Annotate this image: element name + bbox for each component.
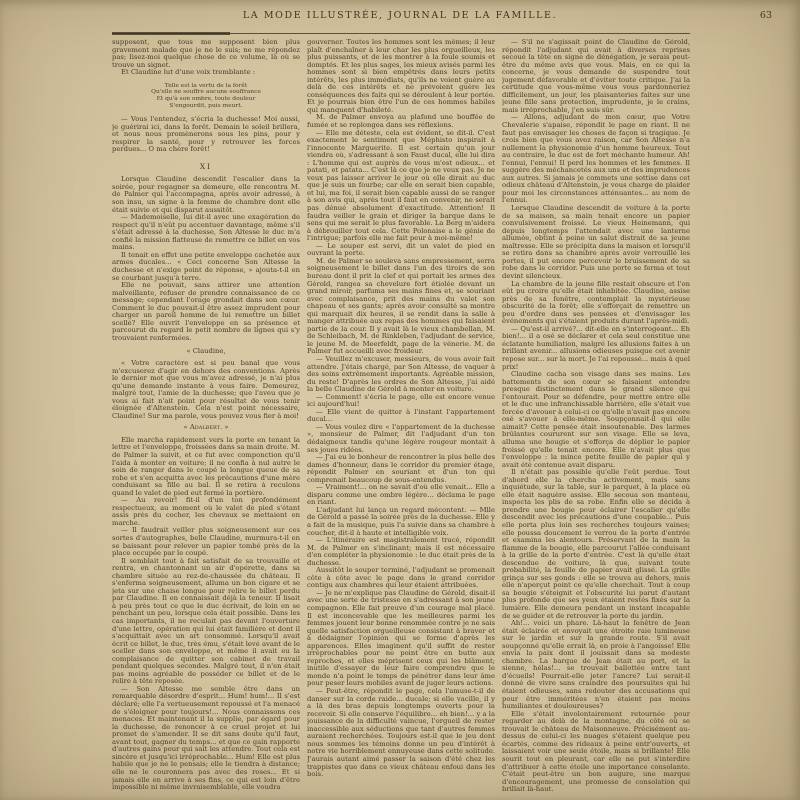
paragraph: Aussitôt le souper terminé, l'adjudant se promenait côte à côte avec le page dans le grand corridor contigu aux chambres qui leur étaient attribuées.: [307, 566, 495, 590]
text-column-1: [112, 39, 300, 793]
page-number: 63: [759, 10, 772, 21]
paragraph: — L'itinéraire est magistralement tracé, répondit M. de Palmer en s'inclinant; mais il est nécessaire d'en compléter la physionomie : le duc était près de la duchesse.: [307, 536, 495, 567]
paragraph: Ah!... voici un phare. Là-haut la fenêtre de Jean était éclairée et envoyait une étroite raie lumineuse sur le jardin et sur la grande route. S'il avait soupçonné qu'elle errait là, en proie à l'angoisse! Elle envia la paix dont il jouissait dans sa modeste chambre. La barque de Jean était au port, et la sienne, hélas!... se trouvait ballottée entre tant d'écueils! Pourrait-elle jeter l'ancre? Lui serait-il donné de vivre sans craindre des poursuites qui lui étaient odieuses, sans redouter des accusations qui pour être imméritées n'en étaient pas moins humiliantes et douloureuses?: [502, 619, 690, 711]
paragraph: Elle ne pouvait, sans attirer une attention malveillante, refuser de prendre connaissance de ce message; cependant l'orage grondait dans son cœur. Comment le duc pouvait-il être assez imprudent pour charger un pareil homme de lui remettre un billet scellé? Elle ouvrit l'enveloppe en sa présence et parcourut du regard le petit nombre de lignes qui s'y trouvaient renfermées.: [112, 281, 300, 342]
paragraph: Lorsque Claudine descendit de voiture à la porte de sa maison, sa main tenait encore un papier convulsivement froissé. Le vieux Heinemann, qui depuis longtemps l'attendait avec une lanterne allumée, obtint à peine un salut distrait de sa jeune maîtresse. Elle se précipita dans la maison et lorsqu'il se retira dans sa chambre après avoir verrouillé les portes, il put encore percevoir le bruissement de sa robe dans le corridor. Puis une porte se ferma et tout devint silencieux.: [502, 204, 690, 280]
paragraph: — Elle me déteste, cela est évident, se dit-il. C'est exactement le sentiment que Méphisto inspirait à l'innocente Marguerite. Il est certain qu'un jour viendra où, s'adressant à son Faust ducal, elle lui dira : L'homme qui est auprès de vous m'est odieux... et patati, et patata... C'est là ce que je ne veux pas. Je ne veux pas laisser arriver le jour où elle dirait au duc que je suis un fourbe; car elle en serait bien capable, et lui, ma foi, il serait bien capable aussi de se ranger à son avis qui, après tout il faut en convenir, ne serait pas dénué absolument d'exactitude. Attention! Il faudra veiller le grain et diriger la barque dans le sens qui me serait le plus favorable. La Berg m'aidera à débrouiller tout cela. Cette Polonaise a le génie de l'intrigue; parfois elle me fait peur à moi-même!: [307, 128, 495, 243]
paragraph: Claudine cacha son visage dans ses mains. Les battements de son cœur se faisaient entendre presque distinctement dans le grand silence qui l'entourait. Pour se défendre, pour mettre entre elle et le duc une infranchissable barrière, elle s'était vue forcée d'avouer à celui-ci ce qu'elle n'avait pas encore osé s'avouer à elle-même. Soupçonnait-il qui elle aimait? Cette pensée était insoutenable. Des larmes brûlantes coururent sur son visage. Elle se leva, alluma une bougie et s'efforça de déplier le papier froissé qu'elle tenait encore. Elle n'avait plus que l'enveloppe : la mince petite feuille de papier qui y avait été contenue avait disparu.: [502, 370, 690, 469]
paragraph: Il semblait tout à fait satisfait de sa trouvaille et rentra, en chantonnant un air d'opérette, dans sa chambre située au rez-de-chaussée du château. Il s'enferma soigneusement, alluma un bon cigare et se jeta sur une chaise longue pour relire le billet perdu par Claudine. Il en connaissait déjà la teneur. Il lisait à peu près tout ce que le duc écrivait, de loin en se penchant un peu, lorsque cela était possible. Dans les cas importants, il ne reculait pas devant l'ouverture d'une lettre, opération qui lui était familière et dont il s'acquittait avec un art consommé. Lorsqu'il avait écrit ce billet, le duc, très ému, s'était levé avant de le sceller dans son enveloppe, et même il avait eu la complaisance de quitter son cabinet de travail pendant quelques secondes. Malgré tout, il n'en était pas moins agréable de posséder ce billet et de le relire à tête reposée.: [112, 556, 300, 686]
letter-signature: « Adalbert. »: [183, 423, 229, 432]
paragraph: — Mademoiselle, lui dit-il avec une exagération de respect qu'il n'eût pu accentuer davantage, même s'il s'était adressé à la duchesse, Son Altesse le duc m'a confié la mission flatteuse de remettre ce billet en vos mains.: [112, 213, 300, 252]
paragraph: Lorsque Claudine descendit l'escalier dans la soirée, pour regagner sa demeure, elle rencontra M. de Palmer qui l'accompagna, après avoir adressé, à son insu, un signe à la femme de chambre dont elle était suivie et qui disparut aussitôt.: [112, 175, 300, 214]
paragraph: La chambre de la jeune fille restait obscure et l'on eût pu croire qu'elle était inhabitée. Claudine, assise près de sa fenêtre, contemplait la mystérieuse obscurité de la forêt; elle s'efforçait de remettre un peu d'ordre dans ses pensées et d'envisager les événements qui s'étaient produits durant l'après-midi.: [502, 279, 690, 326]
paragraph: — Allons, adjudant de mon cœur, que Votre Chevalerie s'apaise, répondit le page en riant. Il ne faut pas envisager les choses de façon si tragique. Je crois bien que vous avez raison, car Son Altesse n'a nullement la physionomie d'un homme heureux. Tout au contraire, le duc est de fort méchante humeur. Ah! l'ennui, l'ennui! Il perd les hommes et les femmes. Il suggère des méchancetés aux uns et des imprudences aux autres. Si jamais je commets une sottise dans cet odieux château d'Altenstein, je vous charge de plaider pour moi les circonstances atténuantes... au nom de l'ennui.: [502, 113, 690, 205]
letter-salutation: « Claudine,: [186, 347, 226, 356]
paragraph: L'adjudant lui lança un regard mécontent. — Mlle de Gérold a passé la soirée près de la duchesse. Elle y a fait de la musique, puis l'a suivie dans sa chambre à coucher, dit-il à haute et intelligible voix.: [307, 505, 495, 537]
paragraph: Il n'était pas possible qu'elle l'eût perdue. Tout d'abord elle la chercha activement, mais sans inquiétude, sur la table, sur le parquet, à la place où elle était naguère assise. Elle secoua son manteau, inspecta les plis de sa robe. Enfin elle se décida à prendre une bougie pour éclairer l'escalier qu'elle descendit avec les précautions d'une coupable... Puis elle porta plus loin ses recherches toujours vaines; elle poussa doucement le verrou de la porte d'entrée et examina les alentours. Préservant de la main la flamme de la bougie, elle parcourut l'allée conduisant à la grille de la porte d'entrée. C'est là qu'elle était descendue de voiture, là que, suivant toute probabilité, la feuille de papier avait glissé. La grille grinça sur ses gonds : elle se trouva au dehors, mais elle n'aperçut point ce qu'elle cherchait. Tout à coup sa bougie s'éteignit et l'obscurité lui parut d'autant plus profonde que ses yeux étaient restés fixés sur la lumière. Elle demeura pendant un instant incapable de se guider et de retrouver la porte du jardin.: [502, 468, 690, 620]
chapter-heading: XI: [199, 161, 213, 171]
paragraph: supposent, que tous me supposent bien plus gravement malade que je ne le suis; ne me répondez pas; lisez-moi quelque chose de ce volume, là où se trouve un signet.: [112, 39, 300, 69]
journal-title: LA MODE ILLUSTRÉE, JOURNAL DE LA FAMILLE.: [242, 10, 558, 21]
text-columns: [112, 39, 690, 793]
paragraph: M. de Palmer envoya au plafond une bouffée de fumée et se replongea dans ses réflexions.: [307, 113, 495, 130]
paragraph: — Comment! s'écria le page, elle est encore venue ici aujourd'hui!: [307, 392, 495, 409]
paragraph: — Vous voulez dire « l'appartement de la duchesse », monsieur de Palmer, dit l'adjudant d'un ton dédaigneux tandis qu'une légère rougeur montait à ses joues ridées.: [307, 422, 495, 454]
paragraph: — Elle vient de quitter à l'instant l'appartement ducal...: [307, 407, 495, 424]
paragraph: — Vous l'entendez, s'écria la duchesse! Moi aussi, je guérirai ici, dans la forêt. Demain le soleil brillera, et nous nous promènerons sous les pins, pour y respirer la santé, pour y retrouver les forces perdues... O ma chère forêt!: [112, 115, 300, 154]
paragraph: « Votre caractère est si peu banal que vous m'excuserez d'agir en dehors des conventions. Après le dernier mot que vous m'avez adressé, je n'ai plus qu'une demande instante à vous faire. Demeurez, malgré tout, l'amie de la duchesse; que l'aveu que je vous ai fait n'ait point pour résultat de vous tenir éloignée d'Altenstein. Cela n'est point nécessaire, Claudine! Sur ma parole, vous pouvez vous fier à moi!: [112, 358, 300, 420]
paragraph: — Peut-être, répondit le page, cela l'amuse-t-il de danser sur la corde raide... ducale; si elle vacille, il y a là des bras depuis longtemps ouverts pour la recevoir. Si elle conserve l'équilibre... eh bien!... y a la jouissance de la difficulté vaincue, l'orgueil de rester inaccessible aux séductions que tant d'autres femmes auraient recherchées. Toujours est-il que le jeu dont nous sommes les témoins donne un peu d'intérêt à notre vie horriblement ennuyeuse dans cette solitude. J'aurais autant aimé passer la saison d'été chez les trappistes que dans ce vieux château enfoui dans les bois.: [307, 687, 495, 779]
paragraph: — J'ai eu le bonheur de rencontrer la plus belle des dames d'honneur, dans le corridor du premier étage, répondit Palmer en souriant et d'un ton qui comprenait beaucoup de sous-entendus.: [307, 453, 495, 484]
paragraph: — S'il ne s'agissait point de Claudine de Gérold, répondit l'adjudant qui avait à diverses reprises secoué la tête en signe de dénégation, je serais peut-être du même avis que vous. Mais, en ce qui la concerne, je vous demande de suspendre tout jugement défavorable et d'éviter toute critique. J'ai la certitude que vous-même vous vous pardonneriez difficilement, un jour, les plaisanteries faites sur une jeune fille sans protection, imprudente, je le crains, mais irréprochable, j'en suis sûr.: [502, 39, 690, 114]
paragraph: Il tenait en effet une petite enveloppe cachetée aux armes ducales... « Ceci concerne Son Altesse la duchesse et n'exige point de réponse, » ajouta-t-il en se courbant jusqu'à terre.: [112, 250, 300, 282]
paragraph: Et Claudine lut d'une voix tremblante :: [121, 68, 256, 77]
paragraph: — Son Altesse me semble être dans un remarquable désordre d'esprit... Hum! hum!... Il s'est déclaré; elle l'a vertueusement repoussé et l'a menacé de s'éloigner pour toujours!... Nous connaissons ces menaces. Et maintenant il la supplie, par égard pour la duchesse, de renoncer à ce cruel projet et lui promet de s'amender. Il se dit sans doute qu'il faut, avant tout, gagner du temps... et que ce gain rapporte d'autres gains pour qui sait les attendre. Tout cela est sincère et jusqu'ici irréprochable... Hum! Elle est plus habile que je ne le pensais; elle le tiendra à distance; elle ne le couronnera pas avec des roses... Et si jamais elle en arrive à ses fins, ce qui est loin d'être impossible ni même invraisemblable, elle voudra: [112, 684, 300, 792]
paragraph: — Veuillez m'excuser, messieurs, de vous avoir fait attendre. J'étais chargé, par Son Altesse, de vaquer à des soins extrêmement importants. Agréable mission, du reste! D'après les ordres de Son Altesse, j'ai aidé la belle Claudine de Gérold à monter en voiture.: [307, 354, 495, 394]
paragraph: — Le souper est servi, dit un valet de pied en ouvrant la porte.: [307, 241, 495, 258]
verse-quote: Telle est la vertu de la forêt Qu'elle ne souffre aucune souffrance Et qu'à son ombre, toute douleur S'engourdit, puis meurt.: [151, 82, 261, 109]
paragraph: M. de Palmer se souleva sans empressement, serra soigneusement le billet dans l'un des tiroirs de son bureau dont il prit la clef et qui portait les armes des Gérold, rangea sa chevelure fort étiolée devant un grand miroir, parfuma ses mains fines et, se souriant avec complaisance, prit des mains du valet son chapeau et ses gants; après avoir consulté sa montre qui marquait dix heures, il se rendit dans la salle à manger attribuée aux repas des hommes qui faisaient partie de la cour. Il y avait là le vieux chambellan, M. de Schleibach, M. de Rinkleben, l'adjudant de service, le jeune M. de Meerfeldt, page de la vénerie. M. de Palmer fut accueilli avec froideur.: [307, 256, 495, 356]
paragraph: — Je ne m'explique pas Claudine de Gérold, disait-il avec une sorte de tristesse en s'adressant à son jeune compagnon. Elle fait preuve d'un courage mal placé. Il est inconcevable que les meilleures parmi les femmes jouent leur bonne renommée contre je ne sais quelle satisfaction orgueilleuse consistant à braver et à dédaigner l'opinion qui se forme d'après les apparences. Elles imaginent qu'il suffit de rester irréprochables pour ne point être en butte aux reproches, et elles méprisent ceux qui les blâment; inutile d'essayer de leur faire comprendre que le monde n'a point le temps de pénétrer dans leur âme pour peser leurs mobiles avant de juger leurs actions.: [307, 588, 495, 688]
paragraph: Elle s'était involontairement retournée pour regarder au delà de la montagne, du côté où se trouvait le château de Maisonneuve. Précisément au-dessus de celui-ci les nuages s'étaient quelque peu écartés, comme des rideaux à peine entr'ouverts, et laissaient voir une seule étoile, mais si brillante! Elle sourit tout en pleurant, car elle ne put s'interdire d'attribuer à cette étoile une importance consolante. C'était peut-être un bon augure, une marque d'encouragement, une promesse de consolation qui brillait là-haut.: [502, 709, 690, 793]
paragraph: — Il faudrait veiller plus soigneusement sur ces sortes d'autographes, belle Claudine, murmura-t-il en se baissant pour relever un papier tombé près de la place occupée par le coupé.: [112, 526, 300, 558]
text-column-2: [307, 39, 495, 793]
text-column-3: [502, 39, 690, 793]
page-header: [112, 10, 776, 26]
header-rule-accent: [112, 32, 230, 35]
paragraph: — Qu'est-il arrivé?... dit-elle en s'interrogeant... Eh bien!... il a osé se déclarer et cela seul constitue une éclatante humiliation, malgré les allusions faites à un brillant avenir... allusions odieuses puisque cet avenir repose sur... sur la mort. Je l'ai repoussé... mais à quel prix!: [502, 324, 690, 371]
paragraph: — Vraiment!... on ne savait d'où elle venait... Elle a disparu comme une ombre légère... déclama le page en riant.: [307, 483, 495, 507]
paragraph: — Au revoir! fit-il d'un ton profondément respectueux, au moment où le valet de pied s'étant assis près du cocher, les chevaux se mettaient en marche.: [112, 496, 300, 527]
paragraph: Elle marcha rapidement vers la porte en tenant la lettre et l'enveloppe, froissées dans sa main droite. M. de Palmer la suivit, et ce fut avec componction qu'il l'aida à monter en voiture; il ne confia à nul autre le soin de ranger dans le coupé la longue queue de sa robe et s'en acquitta avec les précautions d'une mère conduisant sa fille au bal. Il se retira à reculons quand le valet de pied eut fermé la portière.: [112, 435, 300, 497]
paragraph: gouverner. Toutes les hommes sont les mêmes; il leur plaît d'enchaîner à leur char les plus orgueilleux, les plus puissants, et de les montrer à la foule soumis et domptés. Et les plus sages, les mieux avisés parmi les hommes sont si bien empêtrés dans leurs petits intérêts, les plus immédiats, qu'ils ne voient guère au delà de ces intérêts et ne prévoient guère les conséquences des faits qui se déroulent à leur portée. Et je pourrais bien être l'un de ces hommes habiles qui manquent d'habileté.: [307, 39, 495, 114]
